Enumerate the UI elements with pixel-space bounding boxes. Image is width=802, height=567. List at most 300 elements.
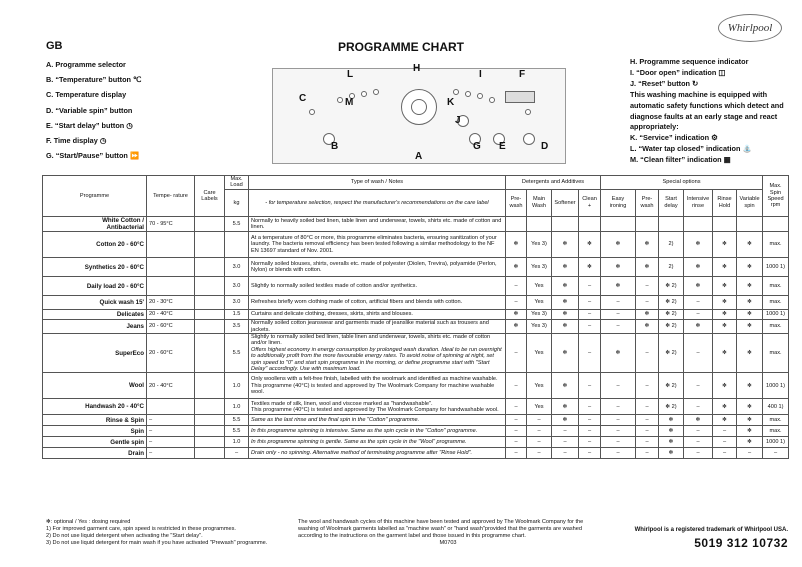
safety-note: This washing machine is equipped with automatic safety functions which detect and diagnose faults at an early stage and react appropriately: bbox=[630, 89, 784, 132]
note-text: Normally soiled cotton jeanswear and garments made of jeanslike material such as trousers and jackets. bbox=[251, 320, 489, 333]
programme-name: Spin bbox=[43, 426, 147, 437]
option-cell: – bbox=[713, 437, 737, 448]
play-pause-icon: ⏩ bbox=[129, 151, 140, 161]
option-cell: ✻ bbox=[552, 373, 579, 399]
option-cell: max. bbox=[763, 415, 789, 426]
country-code: GB bbox=[46, 40, 63, 52]
temperature-cell: 70 - 95°C bbox=[147, 216, 195, 231]
indicator-dot bbox=[477, 93, 483, 99]
temperature-cell bbox=[147, 399, 195, 415]
option-cell: – bbox=[601, 448, 636, 459]
option-cell bbox=[552, 216, 579, 231]
option-cell: ✻ bbox=[737, 258, 763, 277]
note-text: Normally to heavily soiled bed linen, table linen and underwear, towels, shirts etc. made of cotton and linen. bbox=[251, 217, 502, 230]
option-cell: – bbox=[636, 437, 659, 448]
option-cell: ✻ bbox=[636, 310, 659, 320]
option-cell: Yes 3) bbox=[527, 232, 552, 258]
table-row bbox=[43, 333, 789, 373]
option-cell: ✻ bbox=[713, 310, 737, 320]
notes-cell bbox=[249, 232, 506, 258]
note-text-secondary: This programme (40°C) is tested and approved by The Woolmark Company for handwashable wool. bbox=[251, 406, 499, 413]
part-code: 5019 312 10732 bbox=[694, 536, 788, 550]
filter-icon: ▦ bbox=[723, 155, 731, 165]
option-cell: max. bbox=[763, 277, 789, 296]
legend-item-d: D. “Variable spin” button bbox=[46, 105, 133, 115]
header-temperature: Tempe- rature bbox=[147, 176, 195, 217]
header-col-prewash: Pre- wash bbox=[506, 189, 527, 216]
option-cell: ✻ bbox=[713, 277, 737, 296]
knob-center bbox=[411, 99, 427, 115]
header-type-of-wash: Type of wash / Notes bbox=[249, 176, 506, 190]
care-label-cell bbox=[195, 320, 225, 334]
option-cell: – bbox=[506, 437, 527, 448]
programme-rows bbox=[43, 216, 789, 459]
note-text: In this programme spinning is intensive. Same as the spin cycle in the "Cotton" programme. bbox=[251, 428, 478, 435]
option-cell: – bbox=[579, 333, 601, 373]
note-text: Slightly to normally soiled bed linen, table linen and underwear, towels, shirts etc. made of cotton and/or linen. bbox=[251, 333, 491, 347]
programme-name: Wool bbox=[43, 373, 147, 399]
option-cell bbox=[527, 216, 552, 231]
header-kg: kg bbox=[225, 189, 249, 216]
option-cell: ✻ bbox=[737, 437, 763, 448]
option-cell: ✻ bbox=[552, 232, 579, 258]
option-cell bbox=[659, 216, 684, 231]
table-row bbox=[43, 277, 789, 296]
woolmark-note bbox=[298, 519, 598, 547]
option-cell: max. bbox=[763, 232, 789, 258]
option-cell: ✻ bbox=[737, 399, 763, 415]
max-load-cell: 3.0 bbox=[225, 277, 249, 296]
legend-item-j: J. “Reset” button ↻ bbox=[630, 78, 699, 88]
option-cell: max. bbox=[763, 320, 789, 334]
option-cell: – bbox=[684, 373, 713, 399]
temperature-cell: 20 - 40°C bbox=[147, 373, 195, 399]
max-load-cell: 1.0 bbox=[225, 399, 249, 415]
note-text: Only woollens with a felt-free finish, labelled with the woolmark and identified as machine washable. bbox=[251, 376, 498, 383]
panel-label-e: E bbox=[499, 141, 506, 152]
notes-cell bbox=[249, 448, 506, 459]
option-cell: – bbox=[601, 437, 636, 448]
option-cell: – bbox=[684, 448, 713, 459]
temperature-cell: 20 - 40°C bbox=[147, 310, 195, 320]
programme-name: Rinse & Spin bbox=[43, 415, 147, 426]
table-row bbox=[43, 437, 789, 448]
care-label-cell bbox=[195, 232, 225, 258]
programme-name: Jeans bbox=[43, 320, 147, 334]
option-cell: – bbox=[713, 448, 737, 459]
notes-cell bbox=[249, 333, 506, 373]
option-cell: ✻ bbox=[636, 232, 659, 258]
panel-label-a: A bbox=[415, 151, 423, 162]
option-cell: – bbox=[636, 333, 659, 373]
option-cell: ✻ bbox=[601, 232, 636, 258]
option-cell: – bbox=[636, 399, 659, 415]
care-label-cell bbox=[195, 437, 225, 448]
panel-label-l: L bbox=[347, 69, 354, 80]
door-icon: ◫ bbox=[718, 67, 726, 77]
option-cell: Yes 3) bbox=[527, 310, 552, 320]
option-cell: 400 1) bbox=[763, 399, 789, 415]
option-cell: Yes bbox=[527, 296, 552, 310]
option-cell: – bbox=[506, 399, 527, 415]
indicator-dot bbox=[373, 89, 379, 95]
option-cell: – bbox=[601, 296, 636, 310]
option-cell: ✻ 2) bbox=[659, 320, 684, 334]
max-load-cell: 3.5 bbox=[225, 320, 249, 334]
temperature-cell: – bbox=[147, 426, 195, 437]
header-care: Care Labels bbox=[195, 176, 225, 217]
option-cell: ✻ bbox=[506, 320, 527, 334]
time-display bbox=[505, 91, 535, 103]
max-load-cell: 3.0 bbox=[225, 258, 249, 277]
indicator-dot bbox=[337, 97, 343, 103]
table-row bbox=[43, 426, 789, 437]
max-load-cell: 1.5 bbox=[225, 310, 249, 320]
indicator-dot bbox=[361, 91, 367, 97]
programme-name: Cotton 20 - 60°C bbox=[43, 232, 147, 258]
option-cell: ✻ bbox=[552, 310, 579, 320]
option-cell: – bbox=[636, 415, 659, 426]
indicator-dot bbox=[489, 97, 495, 103]
note-text: At a temperature of 80°C or more, this programme eliminates bacteria, ensuring sanitization of your laundry. The bacteria removal efficiency has been tested following a similar methodology to the NF EN 13697 standard of Nov. 2001. bbox=[251, 234, 497, 254]
header-programme: Programme bbox=[43, 176, 147, 217]
footnote: ✻: optional / Yes : dosing required bbox=[46, 519, 131, 525]
panel-label-i: I bbox=[479, 69, 482, 80]
panel-label-f: F bbox=[519, 69, 526, 80]
option-cell: – bbox=[579, 320, 601, 334]
indicator-dot bbox=[309, 109, 315, 115]
option-cell: Yes bbox=[527, 277, 552, 296]
option-cell: ✻ bbox=[737, 277, 763, 296]
legend-item-c: C. Temperature display bbox=[46, 90, 127, 100]
option-cell: ✻ bbox=[684, 415, 713, 426]
option-cell: ✻ bbox=[737, 333, 763, 373]
option-cell: – bbox=[579, 399, 601, 415]
option-cell: max. bbox=[763, 426, 789, 437]
option-cell bbox=[737, 216, 763, 231]
option-cell: ✻ bbox=[684, 277, 713, 296]
option-cell: max. bbox=[763, 296, 789, 310]
notes-cell bbox=[249, 426, 506, 437]
care-label-cell bbox=[195, 333, 225, 373]
option-cell: 2) bbox=[659, 232, 684, 258]
programme-table-grid bbox=[42, 175, 789, 459]
care-label-cell bbox=[195, 258, 225, 277]
programme-name: Synthetics 20 - 60°C bbox=[43, 258, 147, 277]
panel-label-g: G bbox=[473, 141, 481, 152]
programme-name: White Cotton / Antibacterial bbox=[43, 216, 147, 231]
option-cell: ✻ bbox=[659, 437, 684, 448]
panel-label-j: J bbox=[455, 115, 461, 126]
notes-cell bbox=[249, 277, 506, 296]
option-cell bbox=[763, 216, 789, 231]
panel-label-h: H bbox=[413, 63, 421, 74]
option-cell: – bbox=[552, 437, 579, 448]
care-label-cell bbox=[195, 373, 225, 399]
option-cell bbox=[579, 216, 601, 231]
clock-icon: ◷ bbox=[126, 120, 133, 130]
option-cell: – bbox=[527, 448, 552, 459]
panel-label-d: D bbox=[541, 141, 549, 152]
option-cell: ✻ bbox=[659, 448, 684, 459]
table-row bbox=[43, 399, 789, 415]
left-legend bbox=[46, 57, 141, 163]
footnotes bbox=[46, 519, 267, 547]
trademark-note: Whirlpool is a registered trademark of Whirlpool USA. bbox=[634, 527, 788, 533]
max-load-cell bbox=[225, 232, 249, 258]
option-cell: – bbox=[579, 296, 601, 310]
option-cell: – bbox=[684, 296, 713, 310]
option-cell: – bbox=[579, 277, 601, 296]
option-cell: – bbox=[506, 373, 527, 399]
temperature-cell bbox=[147, 258, 195, 277]
option-cell: ✻ bbox=[636, 258, 659, 277]
option-cell: ✻ bbox=[713, 399, 737, 415]
option-cell: ✻ 2) bbox=[659, 296, 684, 310]
header-detergents: Detergents and Additives bbox=[506, 176, 601, 190]
header-col-rinse-hold: Rinse Hold bbox=[713, 189, 737, 216]
legend-item-g: G. “Start/Pause” button ⏩ bbox=[46, 151, 140, 161]
care-label-cell bbox=[195, 216, 225, 231]
notes-cell bbox=[249, 415, 506, 426]
option-cell: – bbox=[737, 448, 763, 459]
option-cell: – bbox=[636, 448, 659, 459]
temperature-cell: – bbox=[147, 415, 195, 426]
panel-label-k: K bbox=[447, 97, 455, 108]
temperature-cell: – bbox=[147, 448, 195, 459]
option-cell: 2) bbox=[659, 258, 684, 277]
option-cell: ✻ bbox=[713, 296, 737, 310]
note-text: Normally soiled blouses, shirts, overalls etc. made of polyester (Diolen, Trevira), polyamide (Perlon, Nylon) or blends with cotton. bbox=[251, 260, 497, 274]
option-cell: ✻ bbox=[552, 277, 579, 296]
indicator-dot bbox=[453, 89, 459, 95]
option-cell bbox=[713, 216, 737, 231]
option-cell: Yes bbox=[527, 373, 552, 399]
option-cell: ✻ bbox=[552, 258, 579, 277]
option-cell: – bbox=[763, 448, 789, 459]
woolmark-text: The wool and handwash cycles of this machine have been tested and approved by The Woolmark Company for the washing of Woolmark garments labelled as "machine wash" or "hand wash"provided that the garments are washed according to the instructions on the garment label and those issued in this programme chart. bbox=[298, 519, 584, 539]
option-cell: ✻ bbox=[684, 258, 713, 277]
option-cell: – bbox=[579, 448, 601, 459]
indicator-dot bbox=[465, 91, 471, 97]
option-cell: – bbox=[684, 333, 713, 373]
reset-icon: ↻ bbox=[692, 78, 699, 88]
legend-item-l: L. “Water tap closed” indication ⛲ bbox=[630, 144, 752, 154]
option-cell: – bbox=[506, 448, 527, 459]
option-cell: – bbox=[527, 437, 552, 448]
notes-cell bbox=[249, 373, 506, 399]
option-cell: – bbox=[579, 426, 601, 437]
option-cell: ✻ bbox=[506, 258, 527, 277]
option-cell: – bbox=[684, 399, 713, 415]
option-cell: ✻ bbox=[713, 232, 737, 258]
option-cell: 1000 1) bbox=[763, 310, 789, 320]
option-cell: ✻ bbox=[552, 415, 579, 426]
temperature-cell: 20 - 60°C bbox=[147, 320, 195, 334]
option-cell: – bbox=[527, 426, 552, 437]
option-cell: ✻ bbox=[552, 333, 579, 373]
header-col-variable-spin: Variable spin bbox=[737, 189, 763, 216]
option-cell: ✻ bbox=[659, 426, 684, 437]
max-load-cell: 1.0 bbox=[225, 437, 249, 448]
header-max-spin: Max. Spin Speed rpm bbox=[763, 176, 789, 217]
option-cell: ✻ 2) bbox=[659, 333, 684, 373]
option-cell: – bbox=[601, 373, 636, 399]
max-load-cell: 5.5 bbox=[225, 415, 249, 426]
option-cell: ✻ bbox=[737, 415, 763, 426]
max-load-cell: 5.5 bbox=[225, 216, 249, 231]
care-label-cell bbox=[195, 426, 225, 437]
option-cell: – bbox=[579, 415, 601, 426]
option-cell: ✻ bbox=[737, 426, 763, 437]
programme-table bbox=[42, 175, 788, 516]
option-cell: ✻ 2) bbox=[659, 373, 684, 399]
legend-item-b: B. “Temperature” button ℃ bbox=[46, 75, 142, 85]
legend-item-e: E. “Start delay” button ◷ bbox=[46, 120, 133, 130]
option-cell: ✻ bbox=[506, 310, 527, 320]
table-row bbox=[43, 232, 789, 258]
option-cell: 1000 1) bbox=[763, 373, 789, 399]
option-cell: – bbox=[636, 296, 659, 310]
option-cell: – bbox=[713, 426, 737, 437]
temperature-cell: 20 - 60°C bbox=[147, 333, 195, 373]
option-cell: – bbox=[552, 426, 579, 437]
option-cell: – bbox=[506, 415, 527, 426]
option-cell: ✻ bbox=[713, 415, 737, 426]
panel-label-c: C bbox=[299, 93, 307, 104]
option-cell: ✻ bbox=[552, 320, 579, 334]
option-cell: – bbox=[506, 426, 527, 437]
notes-cell bbox=[249, 216, 506, 231]
option-cell: ✻ bbox=[601, 333, 636, 373]
option-cell: – bbox=[527, 415, 552, 426]
option-cell bbox=[601, 216, 636, 231]
notes-cell bbox=[249, 437, 506, 448]
option-cell: max. bbox=[763, 333, 789, 373]
option-cell bbox=[636, 216, 659, 231]
option-cell: – bbox=[579, 310, 601, 320]
legend-item-k: K. “Service” indication ⚙ bbox=[630, 133, 718, 143]
variable-spin-button[interactable] bbox=[523, 133, 535, 145]
note-text-secondary: Offers highest economy in energy consumption by prolonged wash duration. Ideal to be run overnight to additionally profit from the more favourable energy rates. To avoid noise of spinning at night, set spin speed to "0" and start spin programme in the morning, or define programme start with "Start Delay" accordingly. Use with maximum load. bbox=[251, 346, 502, 373]
option-cell: – bbox=[579, 437, 601, 448]
option-cell: 1000 1) bbox=[763, 437, 789, 448]
panel-label-m: M bbox=[345, 97, 354, 108]
option-cell: ✻ 2) bbox=[659, 310, 684, 320]
header-col-softener: Softener bbox=[552, 189, 579, 216]
option-cell: ✻ bbox=[737, 232, 763, 258]
programme-name: Quick wash 15' bbox=[43, 296, 147, 310]
option-cell: ✻ 2) bbox=[659, 399, 684, 415]
note-text: Refreshes briefly worn clothing made of cotton, artificial fibers and blends with cotton. bbox=[251, 299, 463, 306]
note-text: Textiles made of silk, linen, wool and viscose marked as "handwashable". bbox=[251, 400, 433, 407]
max-load-cell: 5.5 bbox=[225, 426, 249, 437]
option-cell: – bbox=[636, 426, 659, 437]
legend-item-h: H. Programme sequence indicator bbox=[630, 57, 749, 66]
header-col-main-wash: Main Wash bbox=[527, 189, 552, 216]
option-cell: – bbox=[684, 437, 713, 448]
legend-item-a: A. Programme selector bbox=[46, 60, 126, 69]
option-cell: – bbox=[601, 415, 636, 426]
footnote: 2) Do not use liquid detergent when activating the "Start delay". bbox=[46, 533, 203, 539]
temperature-cell bbox=[147, 277, 195, 296]
max-load-cell: 3.0 bbox=[225, 296, 249, 310]
option-cell: ✻ bbox=[552, 296, 579, 310]
option-cell: – bbox=[684, 310, 713, 320]
option-cell: – bbox=[601, 310, 636, 320]
brand-logo: Whirlpool bbox=[718, 14, 782, 42]
option-cell: ✻ bbox=[506, 232, 527, 258]
header-col-start-delay: Start delay bbox=[659, 189, 684, 216]
option-cell: ✻ bbox=[579, 258, 601, 277]
care-label-cell bbox=[195, 310, 225, 320]
option-cell: Yes bbox=[527, 399, 552, 415]
table-row bbox=[43, 296, 789, 310]
header-col-prewash-option: Pre- wash bbox=[636, 189, 659, 216]
temperature-cell: 20 - 30°C bbox=[147, 296, 195, 310]
option-cell: ✻ bbox=[601, 258, 636, 277]
option-cell: 1000 1) bbox=[763, 258, 789, 277]
table-row bbox=[43, 258, 789, 277]
option-cell: – bbox=[506, 333, 527, 373]
woolmark-code: M0703 bbox=[439, 540, 457, 546]
care-label-cell bbox=[195, 277, 225, 296]
option-cell: Yes 3) bbox=[527, 320, 552, 334]
header-special-options: Special options bbox=[601, 176, 763, 190]
option-cell: ✻ bbox=[579, 232, 601, 258]
table-row bbox=[43, 373, 789, 399]
temperature-cell bbox=[147, 232, 195, 258]
option-cell: – bbox=[601, 320, 636, 334]
note-text-secondary: This programme (40°C) is tested and approved by The Woolmark Company for machine washable wool. bbox=[251, 382, 495, 396]
option-cell: ✻ bbox=[684, 232, 713, 258]
programme-name: Drain bbox=[43, 448, 147, 459]
indicator-dot bbox=[525, 109, 531, 115]
option-cell: ✻ bbox=[601, 277, 636, 296]
temperature-cell: – bbox=[147, 437, 195, 448]
option-cell: ✻ 2) bbox=[659, 277, 684, 296]
thermometer-icon: ℃ bbox=[133, 75, 142, 85]
right-legend bbox=[630, 57, 790, 166]
table-row bbox=[43, 320, 789, 334]
max-load-cell: – bbox=[225, 448, 249, 459]
option-cell: – bbox=[684, 426, 713, 437]
legend-item-m: M. “Clean filter” indication ▦ bbox=[630, 155, 731, 165]
note-text: Curtains and delicate clothing, dresses, skirts, shirts and blouses. bbox=[251, 311, 413, 318]
option-cell: – bbox=[506, 277, 527, 296]
option-cell: Yes bbox=[527, 333, 552, 373]
programme-name: Daily load 20 - 60°C bbox=[43, 277, 147, 296]
programme-name: Gentle spin bbox=[43, 437, 147, 448]
page-title: PROGRAMME CHART bbox=[338, 40, 464, 54]
care-label-cell bbox=[195, 399, 225, 415]
header-col-clean-plus: Clean + bbox=[579, 189, 601, 216]
option-cell: ✻ bbox=[737, 373, 763, 399]
option-cell: ✻ bbox=[713, 333, 737, 373]
header-col-intensive-rinse: Intensive rinse bbox=[684, 189, 713, 216]
option-cell: ✻ bbox=[737, 320, 763, 334]
option-cell: ✻ bbox=[713, 320, 737, 334]
care-label-cell bbox=[195, 448, 225, 459]
option-cell: ✻ bbox=[737, 296, 763, 310]
care-label-cell bbox=[195, 296, 225, 310]
table-row bbox=[43, 415, 789, 426]
option-cell bbox=[684, 216, 713, 231]
legend-item-f: F. Time display ◷ bbox=[46, 136, 107, 146]
programme-name: Delicates bbox=[43, 310, 147, 320]
note-text: Same as the last rinse and the final spin in the "Cotton" programme. bbox=[251, 417, 420, 424]
clock-display-icon: ◷ bbox=[99, 136, 107, 146]
